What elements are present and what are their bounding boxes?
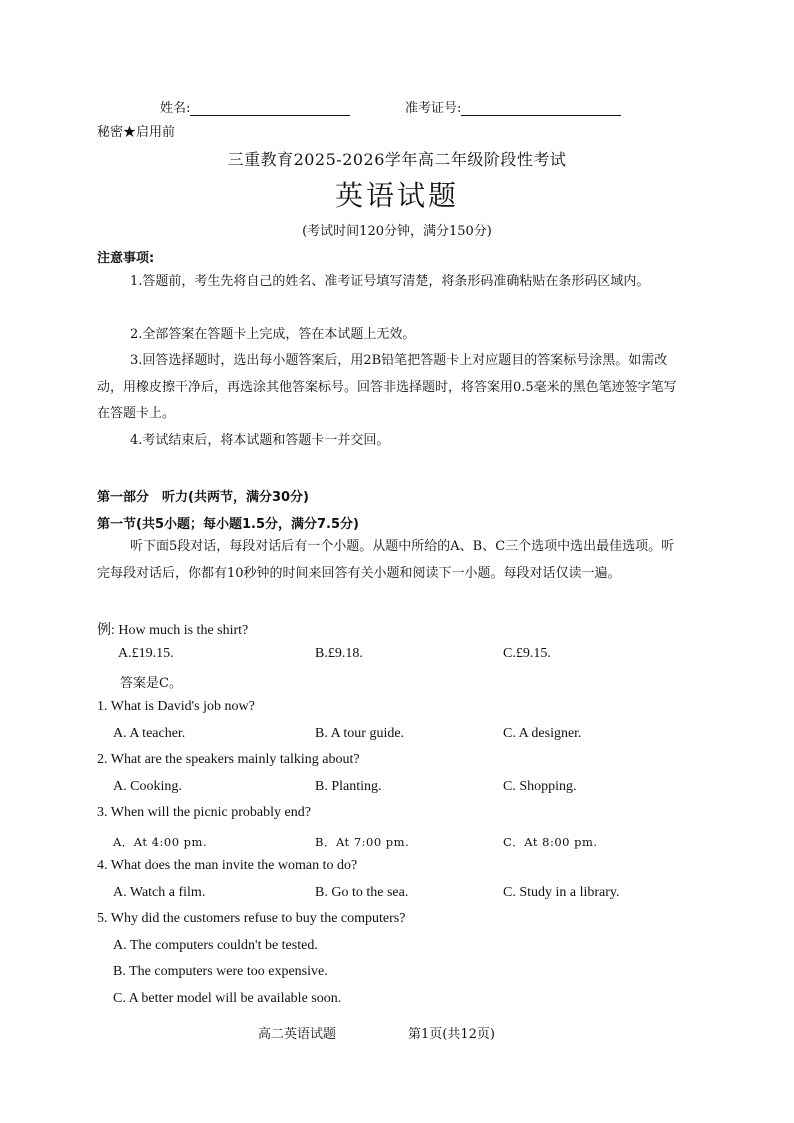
notice-item-2: 2.全部答案在答题卡上完成，答在本试题上无效。: [130, 327, 416, 342]
question-2: 2. What are the speakers mainly talking about?: [97, 752, 360, 767]
exam-time-info: (考试时间120分钟，满分150分): [302, 224, 492, 239]
q3-option-a: A．At 4:00 pm.: [113, 835, 208, 849]
notice-item-4: 4.考试结束后，将本试题和答题卡一并交回。: [130, 433, 390, 448]
q5-option-c: C. A better model will be available soon.: [113, 991, 342, 1006]
q1-option-a: A. A teacher.: [113, 726, 186, 741]
exam-title: 英语试题: [334, 179, 459, 212]
section1-heading: 第一节(共5小题；每小题1.5分，满分7.5分): [97, 517, 359, 532]
exam-id-line: [461, 101, 621, 116]
q4-option-a: A. Watch a film.: [113, 885, 206, 900]
name-label: 姓名:: [160, 101, 191, 116]
q1-option-c: C. A designer.: [503, 726, 582, 741]
q3-option-c: C．At 8:00 pm.: [503, 835, 598, 849]
q4-option-c: C. Study in a library.: [503, 885, 620, 900]
question-5: 5. Why did the customers refuse to buy the computers?: [97, 911, 406, 926]
exam-id-field: [405, 97, 621, 116]
name-line: [190, 101, 350, 116]
q3-option-b: B．At 7:00 pm.: [315, 835, 410, 849]
notice-item-3: 3.回答选择题时，选出每小题答案后，用2B铅笔把答题卡上对应题目的答案标号涂黑。如需改动，用橡皮擦干净后，再选涂其他答案标号。回答非选择题时，将答案用0.5毫米的黑色笔迹签字笔写在答题卡上。: [97, 353, 677, 421]
question-1: 1. What is David's job now?: [97, 699, 255, 714]
name-field: [160, 97, 350, 116]
secret-mark: 秘密★启用前: [97, 125, 176, 140]
exam-subtitle: 三重教育2025-2026学年高二年级阶段性考试: [227, 150, 567, 169]
q2-option-a: A. Cooking.: [113, 779, 182, 794]
q2-option-b: B. Planting.: [315, 779, 382, 794]
section1-instructions: 听下面5段对话，每段对话后有一个小题。从题中所给的A、B、C三个选项中选出最佳选项。听完每段对话后，你都有10秒钟的时间来回答有关小题和阅读下一小题。每段对话仅读一遍。: [97, 539, 675, 581]
example-answer: 答案是C。: [120, 676, 182, 691]
notice-item-1: 1.答题前，考生先将自己的姓名、准考证号填写清楚，将条形码准确粘贴在条形码区域内。: [130, 274, 650, 289]
q5-option-a: A. The computers couldn't be tested.: [113, 938, 318, 953]
footer-page-number: 第1页(共12页): [408, 1027, 495, 1042]
example-option-b: B.£9.18.: [315, 646, 363, 661]
notice-heading: 注意事项:: [97, 251, 155, 266]
q1-option-b: B. A tour guide.: [315, 726, 405, 741]
example-option-c: C.£9.15.: [503, 646, 551, 661]
footer-subject: 高二英语试题: [258, 1027, 337, 1042]
example-option-a: A.£19.15.: [118, 646, 174, 661]
q2-option-c: C. Shopping.: [503, 779, 577, 794]
example-question: 例: How much is the shirt?: [97, 623, 249, 638]
q4-option-b: B. Go to the sea.: [315, 885, 409, 900]
exam-id-label: 准考证号:: [405, 101, 462, 116]
question-3: 3. When will the picnic probably end?: [97, 805, 311, 820]
q5-option-b: B. The computers were too expensive.: [113, 964, 328, 979]
part1-heading: 第一部分 听力(共两节，满分30分): [97, 490, 309, 505]
question-4: 4. What does the man invite the woman to do?: [97, 858, 358, 873]
